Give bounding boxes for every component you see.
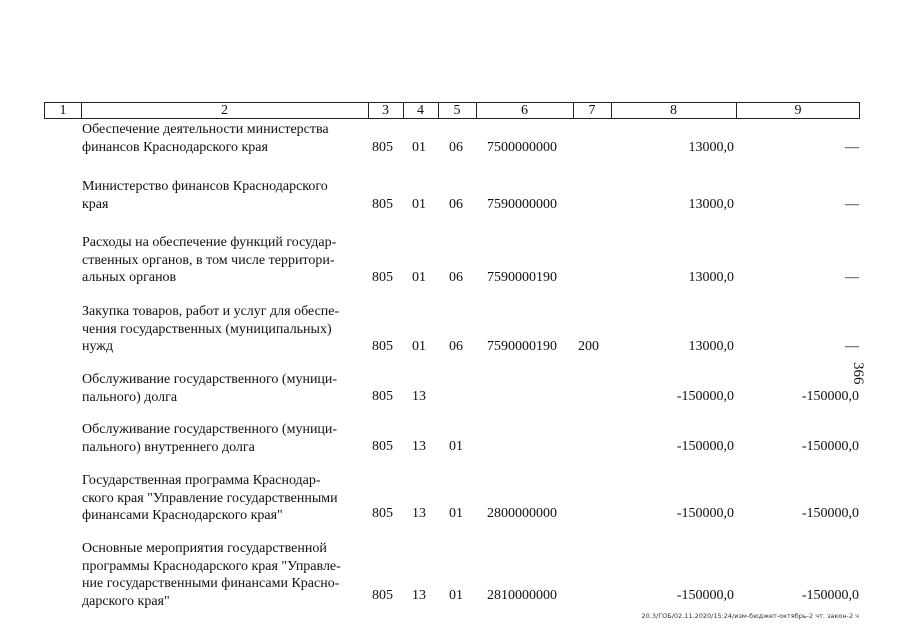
row-name-line: Обслуживание государственного (муници- <box>82 422 338 437</box>
row-name-line: ского края "Управление государственными <box>82 490 338 506</box>
cell-col-4: 13 <box>412 588 426 603</box>
header-col-3: 3 <box>382 103 389 118</box>
cell-col-9: -150000,0 <box>801 588 859 603</box>
header-col-1: 1 <box>59 103 67 118</box>
row-name <box>82 178 365 213</box>
row-name <box>82 540 365 610</box>
row-name-line: края <box>82 196 109 212</box>
row-name <box>82 121 365 156</box>
cell-col-3: 805 <box>372 439 393 454</box>
row-name <box>82 472 365 525</box>
cell-col-6: 7590000190 <box>487 270 557 285</box>
cell-col-8: 13000,0 <box>688 197 734 212</box>
cell-col-4: 13 <box>412 389 426 404</box>
cell-col-6: 2800000000 <box>487 506 557 521</box>
header-col-4: 4 <box>417 103 424 118</box>
header-col-6: 6 <box>521 103 528 118</box>
cell-col-4: 01 <box>412 197 426 212</box>
cell-col-3: 805 <box>372 270 393 285</box>
cell-col-7: 200 <box>578 339 599 354</box>
cell-col-3: 805 <box>372 197 393 212</box>
header-col-9: 9 <box>794 103 802 118</box>
header-col-7: 7 <box>588 103 596 118</box>
row-name-line: Обеспечение деятельности министерства <box>82 122 329 137</box>
cell-col-4: 13 <box>412 506 426 521</box>
cell-col-5: 06 <box>449 270 463 285</box>
cell-col-6: 7590000000 <box>487 197 557 212</box>
cell-col-8: -150000,0 <box>676 506 734 521</box>
cell-col-8: -150000,0 <box>676 588 734 603</box>
cell-col-9: — <box>845 197 859 212</box>
cell-col-8: 13000,0 <box>688 339 734 354</box>
cell-col-9: — <box>845 339 859 354</box>
cell-col-5: 06 <box>449 140 463 155</box>
row-name <box>82 303 365 356</box>
cell-col-9: -150000,0 <box>801 389 859 404</box>
page-number: 366 <box>850 362 866 385</box>
cell-col-3: 805 <box>372 389 393 404</box>
row-name-line: Основные мероприятия государственной <box>82 541 327 556</box>
row-name-line: финансов Краснодарского края <box>82 139 268 155</box>
cell-col-3: 805 <box>372 339 393 354</box>
cell-col-5: 06 <box>449 339 463 354</box>
cell-col-3: 805 <box>372 140 393 155</box>
row-name-line: Министерство финансов Краснодарского <box>82 179 328 194</box>
cell-col-8: 13000,0 <box>688 140 734 155</box>
cell-col-9: -150000,0 <box>801 439 859 454</box>
cell-col-3: 805 <box>372 588 393 603</box>
header-col-5: 5 <box>453 103 461 118</box>
cell-col-6: 7590000190 <box>487 339 557 354</box>
cell-col-5: 01 <box>449 439 463 454</box>
row-name-line: финансами Краснодарского края" <box>82 508 283 523</box>
row-name-line: программы Краснодарского края "Управле- <box>82 558 341 574</box>
row-name <box>82 421 365 456</box>
cell-col-8: -150000,0 <box>676 389 734 404</box>
cell-col-3: 805 <box>372 506 393 521</box>
header-col-2: 2 <box>221 103 228 118</box>
row-name-line: ственных органов, в том числе территори- <box>82 252 335 268</box>
row-name-line: Расходы на обеспечение функций государ- <box>82 235 337 250</box>
table-header <box>44 102 860 119</box>
row-name-line: дарского края" <box>82 593 170 609</box>
header-col-8: 8 <box>670 103 677 118</box>
row-name <box>82 371 365 406</box>
cell-col-9: -150000,0 <box>801 506 859 521</box>
cell-col-9: — <box>845 270 859 285</box>
cell-col-9: — <box>845 140 859 155</box>
cell-col-5: 06 <box>449 197 463 212</box>
cell-col-8: 13000,0 <box>688 270 734 285</box>
cell-col-5: 01 <box>449 506 463 521</box>
cell-col-6: 7500000000 <box>487 140 557 155</box>
row-name-line: альных органов <box>82 270 177 285</box>
row-name-line: пального) долга <box>82 389 178 405</box>
row-name-line: пального) внутреннего долга <box>82 439 255 455</box>
row-name-line: ние государственными финансами Красно- <box>82 576 340 591</box>
row-name <box>82 234 365 287</box>
row-name-line: чения государственных (муниципальных) <box>82 321 332 337</box>
cell-col-8: -150000,0 <box>676 439 734 454</box>
cell-col-4: 13 <box>412 439 426 454</box>
cell-col-4: 01 <box>412 339 426 354</box>
footer-file-stamp: 20.3/ГОБ/02.11.2020/15:24/изм-бюджет-октябрь-2 чт. закон-2 ч <box>641 612 859 620</box>
cell-col-6: 2810000000 <box>487 588 557 603</box>
cell-col-5: 01 <box>449 588 463 603</box>
row-name-line: Государственная программа Краснодар- <box>82 473 321 488</box>
row-name-line: Обслуживание государственного (муници- <box>82 372 338 387</box>
cell-col-4: 01 <box>412 140 426 155</box>
row-name-line: Закупка товаров, работ и услуг для обеспе- <box>82 304 340 319</box>
cell-col-4: 01 <box>412 270 426 285</box>
row-name-line: нужд <box>82 339 114 354</box>
